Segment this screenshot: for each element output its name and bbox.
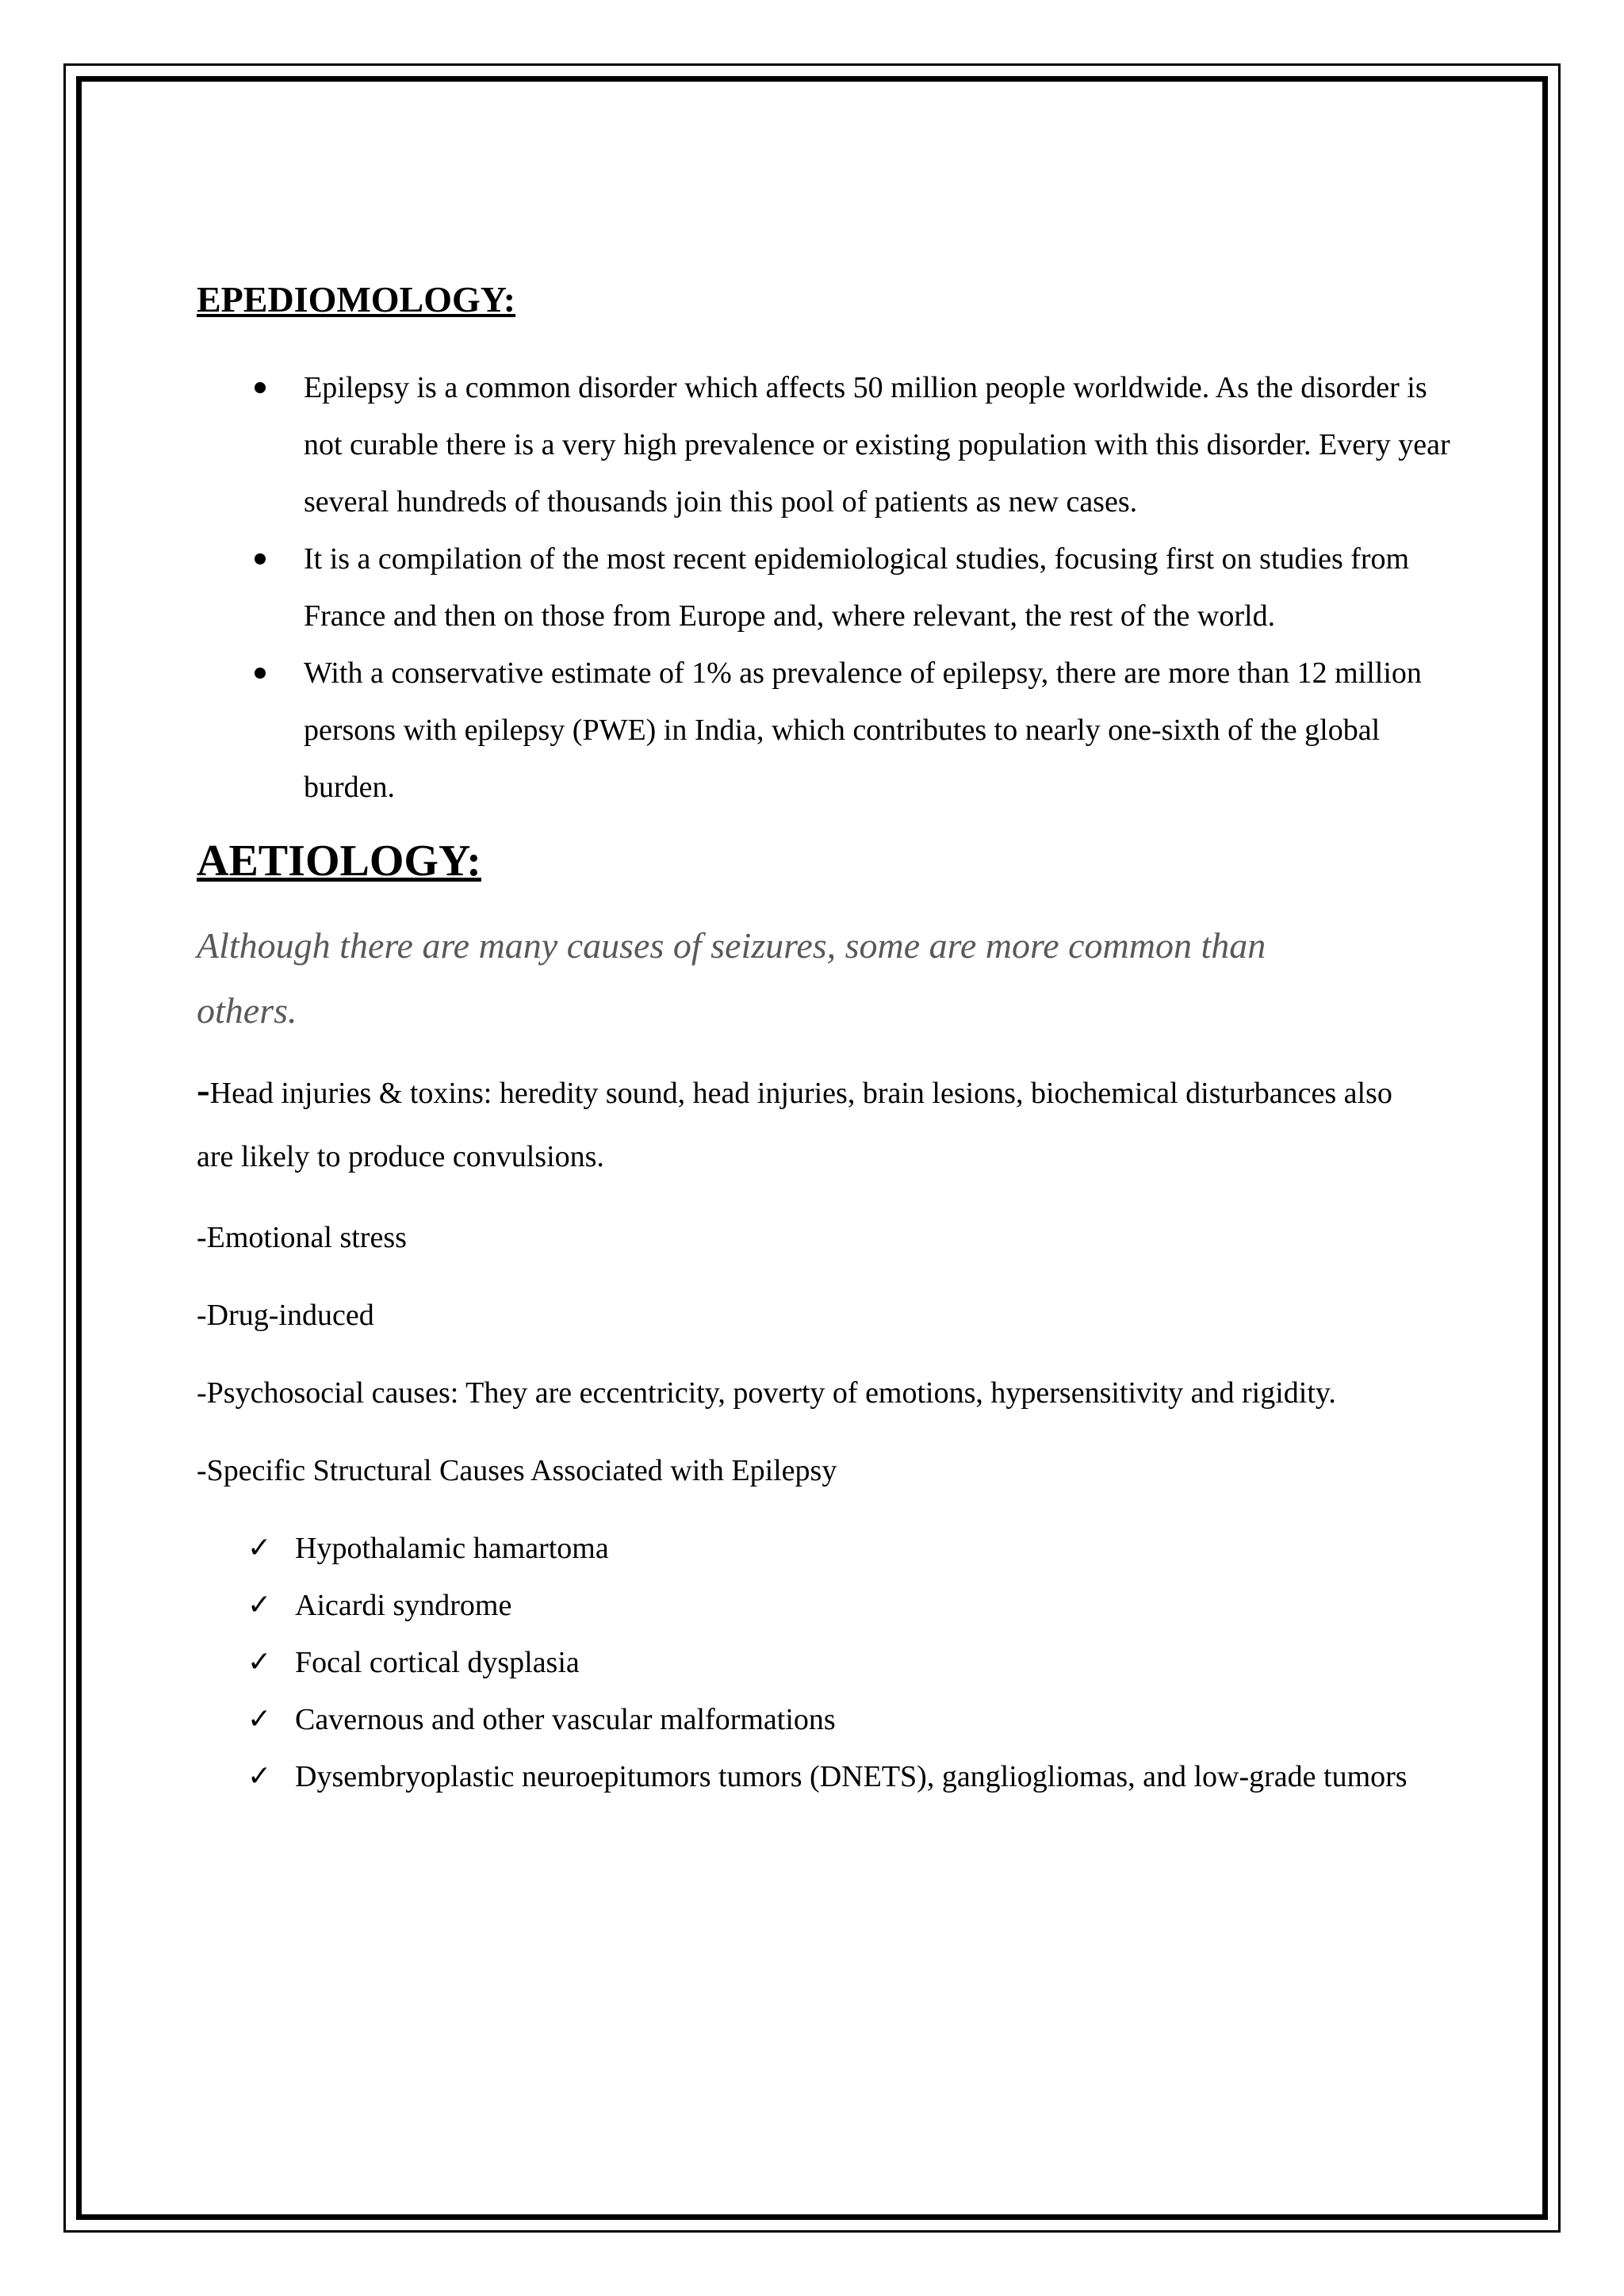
checkmark-icon: ✓ <box>247 1646 272 1679</box>
epidemiology-bullet-list <box>197 359 1450 816</box>
epidemiology-heading: EPEDIOMOLOGY: <box>197 279 516 320</box>
list-item-text: Cavernous and other vascular malformations <box>295 1703 836 1737</box>
list-item <box>247 1748 1421 1805</box>
structural-causes-heading: -Specific Structural Causes Associated with Epilepsy <box>197 1454 837 1488</box>
list-item-text: With a conservative estimate of 1% as prevalence of epilepsy, there are more than 12 million persons with epilepsy (PWE) in India, which contributes to nearly one-sixth of the global burden. <box>304 656 1422 805</box>
list-item <box>247 1577 1421 1634</box>
list-item-text: Aicardi syndrome <box>295 1589 512 1623</box>
list-item-text: Dysembryoplastic neuroepitumors tumors (DNETS), gangliogliomas, and low-grade tumors <box>295 1760 1408 1794</box>
checkmark-icon: ✓ <box>247 1589 272 1622</box>
list-item <box>304 530 1461 645</box>
list-item-text: Epilepsy is a common disorder which affects 50 million people worldwide. As the disorder is not curable there is a very high prevalence or existing population with this disorder. Every year several hundreds of thousands join this pool of patients as new cases. <box>304 371 1450 519</box>
checkmark-icon: ✓ <box>247 1760 272 1793</box>
bullet-dot-icon <box>255 668 266 679</box>
document-body <box>197 277 1450 1805</box>
list-item <box>304 359 1461 530</box>
checkmark-icon: ✓ <box>247 1703 272 1736</box>
bullet-dot-icon <box>255 382 266 393</box>
aetiology-heading: AETIOLOGY: <box>197 836 481 886</box>
list-item-text: It is a compilation of the most recent epidemiological studies, focusing first on studies from France and then on those from Europe and, where relevant, the rest of the world. <box>304 542 1410 633</box>
head-injuries-text: Head injuries & toxins: heredity sound, head injuries, brain lesions, biochemical disturbances also are likely to produce convulsions. <box>197 1077 1392 1174</box>
head-injuries-paragraph <box>197 1058 1402 1188</box>
checkmark-icon: ✓ <box>247 1532 272 1565</box>
drug-induced-paragraph: -Drug-induced <box>197 1299 374 1333</box>
emotional-stress-paragraph: -Emotional stress <box>197 1221 407 1255</box>
list-item-text: Hypothalamic hamartoma <box>295 1532 609 1566</box>
aetiology-intro: Although there are many causes of seizures, some are more common than others. <box>197 925 1266 1031</box>
list-item <box>247 1634 1421 1691</box>
list-item-text: Focal cortical dysplasia <box>295 1646 580 1680</box>
list-item <box>304 645 1461 816</box>
list-item <box>247 1520 1421 1577</box>
structural-causes-list <box>197 1520 1434 1805</box>
bullet-dot-icon <box>255 553 266 564</box>
psychosocial-paragraph: -Psychosocial causes: They are eccentricity, poverty of emotions, hypersensitivity and rigidity. <box>197 1376 1336 1410</box>
list-item <box>247 1691 1421 1748</box>
dash-marker: - <box>197 1067 210 1112</box>
